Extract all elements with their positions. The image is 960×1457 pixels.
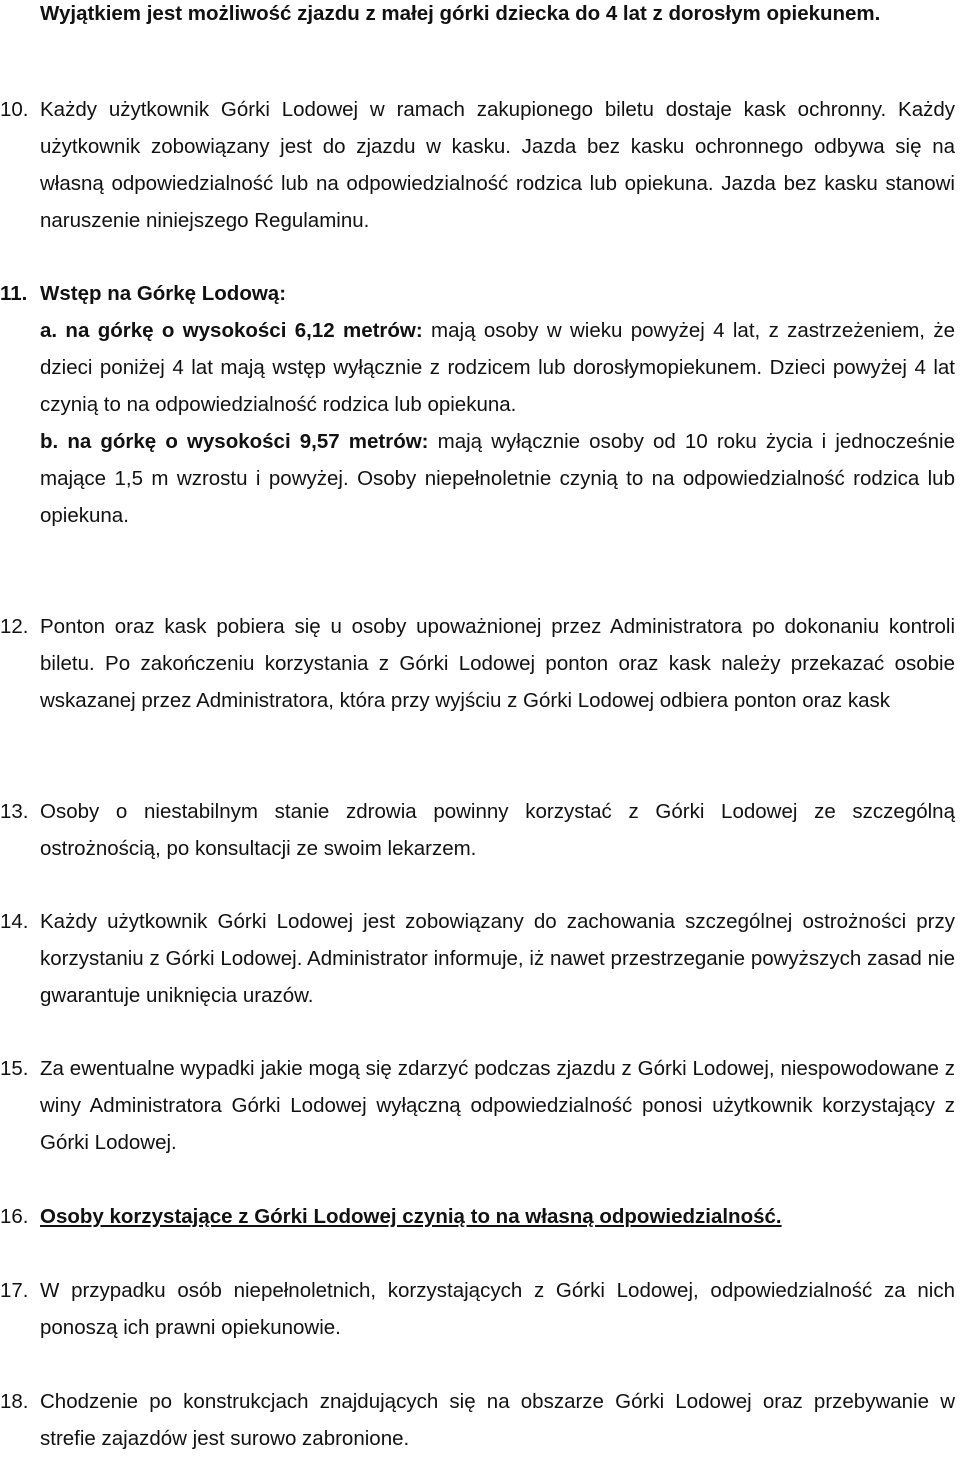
intro-text: Wyjątkiem jest możliwość zjazdu z małej górki dziecka do 4 lat z dorosłym opiekunem. <box>40 2 881 25</box>
rule-text: Osoby o niestabilnym stanie zdrowia powinny korzystać z Górki Lodowej ze szczególną ostrożnością, po konsultacji ze swoim lekarzem. <box>40 800 955 860</box>
rule-number: 15. <box>0 1057 29 1080</box>
rule-number: 13. <box>0 800 29 823</box>
rule-text: Za ewentualne wypadki jakie mogą się zdarzyć podczas zjazdu z Górki Lodowej, niespowodowane z winy Administratora Górki Lodowej wyłączną odpowiedzialność ponosi użytkownik korzystający z Górki Lodowej. <box>40 1057 955 1154</box>
rule-12 <box>0 608 955 719</box>
rule-text: Każdy użytkownik Górki Lodowej w ramach zakupionego biletu dostaje kask ochronny. Każdy użytkownik zobowiązany jest do zjazdu w kasku. Jazda bez kasku ochronnego odbywa się na własną odpowiedzialność lub na odpowiedzialność rodzica lub opiekuna. Jazda bez kasku stanowi naruszenie niniejszego Regulaminu. <box>40 98 955 232</box>
rule-11-b <box>40 423 955 534</box>
rule-11-b-label: b. na górkę o wysokości 9,57 metrów: <box>40 430 429 453</box>
rule-number: 17. <box>0 1279 29 1302</box>
rule-text: Chodzenie po konstrukcjach znajdujących się na obszarze Górki Lodowej oraz przebywanie w strefie zajazdów jest surowo zabronione. <box>40 1390 955 1450</box>
rule-18 <box>0 1383 955 1457</box>
rule-13 <box>0 793 955 867</box>
rule-number: 10. <box>0 98 29 121</box>
rule-17 <box>0 1272 955 1346</box>
rule-10 <box>0 91 955 239</box>
rule-11-a-label: a. na górkę o wysokości 6,12 metrów: <box>40 319 423 342</box>
rule-number: 12. <box>0 615 29 638</box>
rule-11-a <box>40 312 955 423</box>
rule-14 <box>0 903 955 1014</box>
rule-number: 11. <box>0 282 28 305</box>
rule-text: Ponton oraz kask pobiera się u osoby upoważnionej przez Administratora po dokonaniu kontroli biletu. Po zakończeniu korzystania z Górki Lodowej ponton oraz kask należy przekazać osobie wskazanej przez Administratora, która przy wyjściu z Górki Lodowej odbiera ponton oraz kask <box>40 615 955 712</box>
intro-paragraph <box>40 0 955 32</box>
rule-number: 16. <box>0 1205 29 1228</box>
rule-text: W przypadku osób niepełnoletnich, korzystających z Górki Lodowej, odpowiedzialność za nich ponoszą ich prawni opiekunowie. <box>40 1279 955 1339</box>
rule-number: 14. <box>0 910 29 933</box>
rule-text: Każdy użytkownik Górki Lodowej jest zobowiązany do zachowania szczególnej ostrożności przy korzystaniu z Górki Lodowej. Administrator informuje, iż nawet przestrzeganie powyższych zasad nie gwarantuje uniknięcia urazów. <box>40 910 955 1007</box>
rule-11-a-text: mają osoby w wieku powyżej 4 lat, z zastrzeżeniem, że dzieci poniżej 4 lat mają wstęp wyłącznie z rodzicem lub dorosłymopiekunem. Dzieci powyżej 4 lat czynią to na odpowiedzialność rodzica lub opiekuna. <box>40 319 955 416</box>
rule-text: Osoby korzystające z Górki Lodowej czynią to na własną odpowiedzialność. <box>40 1205 782 1228</box>
rule-16 <box>0 1198 955 1235</box>
rule-15 <box>0 1050 955 1161</box>
rule-11 <box>0 275 955 534</box>
rule-number: 18. <box>0 1390 29 1413</box>
rule-heading: Wstęp na Górkę Lodową: <box>40 282 287 305</box>
rule-11-b-text: mają wyłącznie osoby od 10 roku życia i jednocześnie mające 1,5 m wzrostu i powyżej. Osoby niepełnoletnie czynią to na odpowiedzialność rodzica lub opiekuna. <box>40 430 955 527</box>
